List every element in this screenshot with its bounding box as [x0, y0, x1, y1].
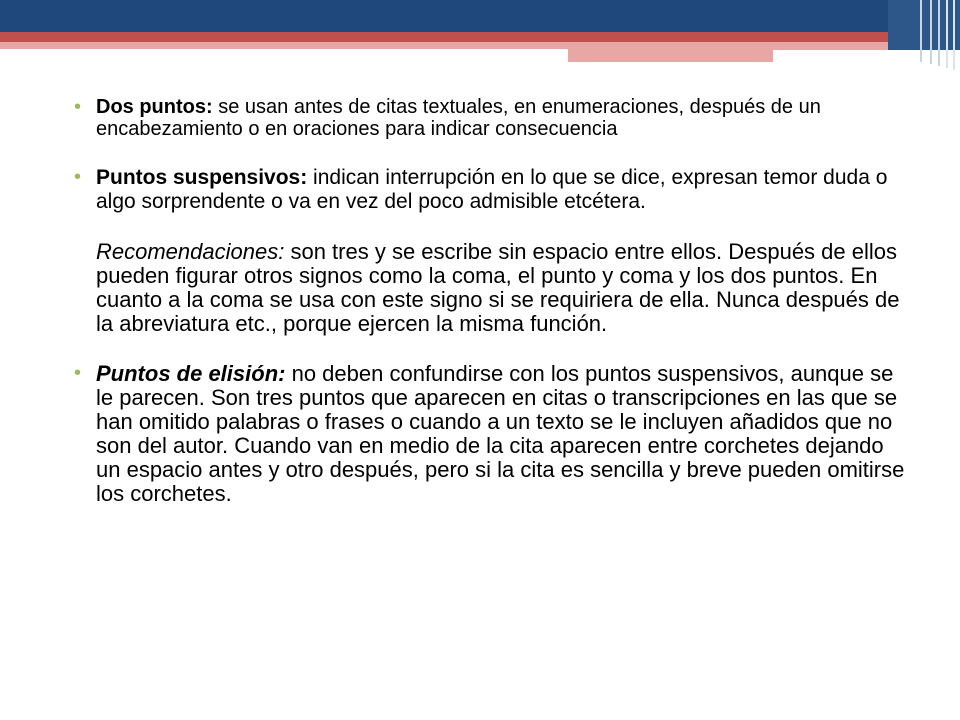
definition-puntos-de-elision: no deben confundirse con los puntos suspensivos, aunque se le parecen. Son tres puntos que aparecen en citas o transcripciones en las que se han omitido palabras o frases o cuando a un texto se le incluyen añadidos que no son del autor. Cuando van en medio de la cita aparecen entre corchetes dejando un espacio antes y otro después, pero si la cita es sencilla y breve pueden omitirse los corchetes. [96, 361, 905, 506]
header-right-block [888, 0, 960, 50]
bullet-item-puntos-suspensivos [70, 166, 910, 214]
bullet-item-dos-puntos [70, 96, 910, 140]
slide-body [70, 96, 910, 532]
term-puntos-de-elision: Puntos de elisión: [96, 361, 286, 386]
bullet-icon: • [74, 362, 82, 384]
bullet-icon: • [74, 166, 82, 188]
bullet-item-puntos-de-elision [70, 362, 910, 506]
header-decor-line [938, 0, 940, 66]
definition-dos-puntos: se usan antes de citas textuales, en enumeraciones, después de un encabezamiento o en oraciones para indicar consecuencia [96, 96, 821, 140]
header-decor-line [930, 0, 932, 64]
recommendations-text [96, 240, 910, 336]
term-dos-puntos: Dos puntos: [96, 96, 213, 118]
header-band-pink-tab [568, 42, 773, 62]
header-band-red [0, 32, 960, 42]
header-band-pink [0, 42, 570, 49]
bullet-icon: • [74, 96, 82, 118]
bullet-paragraph [96, 166, 910, 214]
definition-puntos-suspensivos: indican interrupción en lo que se dice, expresan temor duda o algo sorprendente o va en vez del poco admisible etcétera. [96, 166, 888, 213]
bullet-paragraph [96, 96, 910, 140]
term-puntos-suspensivos: Puntos suspensivos: [96, 166, 308, 189]
header-band-blue [0, 0, 960, 32]
header-decor-line [920, 0, 922, 62]
recommendations-label: Recomendaciones: [96, 239, 285, 264]
recommendations-paragraph [70, 240, 910, 336]
header-band-pink-end [772, 42, 889, 50]
recommendations-body: son tres y se escribe sin espacio entre ellos. Después de ellos pueden figurar otros signos como la coma, el punto y coma y los dos puntos. En cuanto a la coma se usa con este signo si se requiriera de ella. Nunca después de la abreviatura etc., porque ejercen la misma función. [96, 239, 900, 336]
bullet-paragraph [96, 362, 910, 506]
header-decor-line [946, 0, 948, 68]
header-decor-line [953, 0, 955, 70]
